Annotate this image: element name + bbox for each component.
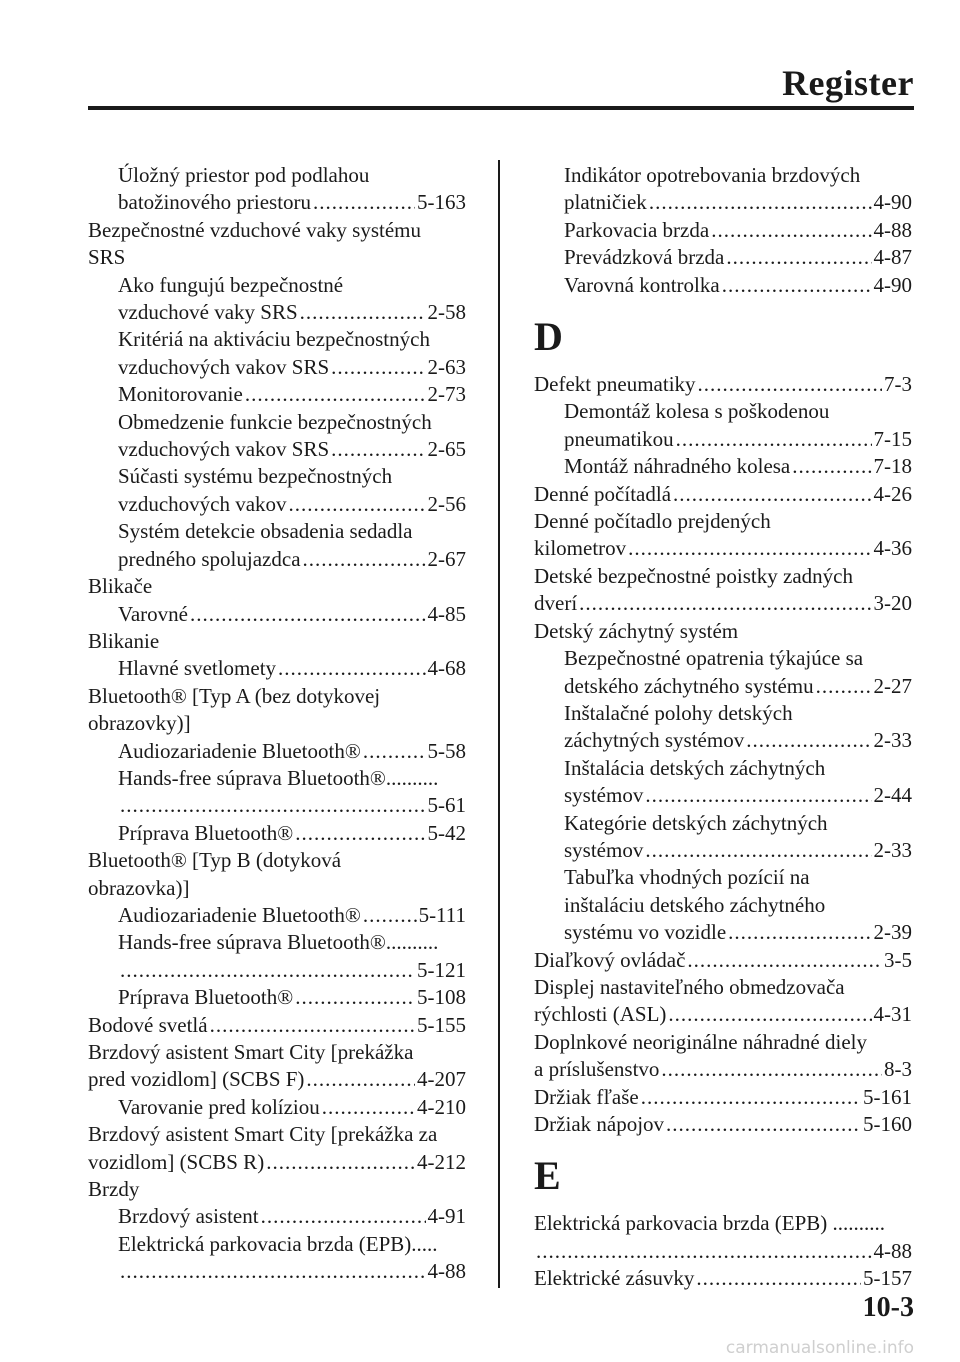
index-entry-text: Audiozariadenie Bluetooth® [118, 738, 361, 763]
index-entry-text: záchytných systémov [564, 728, 745, 753]
index-entry-page: 4-26 [873, 481, 912, 506]
index-entry-text: a príslušenstvo [534, 1057, 660, 1082]
index-entry-text: systémov [564, 837, 644, 862]
index-entry-page: 2-39 [873, 920, 912, 945]
leader-dots [289, 491, 426, 518]
index-entry [534, 673, 912, 700]
index-entry-text: Detský záchytný systém [534, 618, 739, 643]
index-entry [534, 590, 912, 617]
leader-dots [295, 820, 425, 847]
index-entry [88, 1258, 466, 1285]
index-entry [534, 563, 912, 590]
leader-dots [676, 426, 872, 453]
index-entry [534, 782, 912, 809]
leader-dots [816, 673, 872, 700]
index-entry [534, 272, 912, 299]
leader-dots [331, 354, 425, 381]
index-entry-text: Brzdy [88, 1177, 140, 1202]
header-rule [88, 106, 914, 110]
index-entry-text: Súčasti systému bezpečnostných [118, 464, 393, 489]
index-entry-page: 4-87 [873, 245, 912, 270]
index-entry-page: 5-42 [427, 820, 466, 845]
index-entry-text: Brzdový asistent Smart City [prekážka [88, 1040, 414, 1064]
index-entry-text: platničiek [564, 190, 647, 215]
index-entry-page: 4-88 [873, 217, 912, 242]
leader-dots [300, 299, 426, 326]
leader-dots [696, 1265, 861, 1292]
index-entry-text: vzduchových vakov [118, 491, 287, 516]
index-entry [88, 272, 466, 299]
index-entry [534, 162, 912, 189]
index-entry-text: Varovné [118, 601, 188, 626]
index-entry-page: 2-58 [427, 300, 466, 325]
index-entry-text: Blikanie [88, 628, 160, 653]
leader-dots [698, 371, 882, 398]
index-entry-text: Demontáž kolesa s poškodenou [564, 399, 830, 424]
index-entry [88, 299, 466, 326]
index-entry [88, 463, 466, 490]
index-entry-text: Montáž náhradného kolesa [564, 454, 791, 479]
leader-dots [628, 535, 871, 562]
index-entry-page: 5-58 [427, 738, 466, 763]
leader-dots [645, 837, 871, 864]
index-entry [88, 875, 466, 902]
index-entry-text: Príprava Bluetooth® [118, 820, 294, 845]
index-entry-page: 5-61 [427, 793, 466, 818]
index-entry-page: 5-161 [863, 1084, 912, 1109]
leader-dots [661, 1056, 882, 1083]
index-entry-page: 5-160 [863, 1112, 912, 1136]
index-entry-page: 4-36 [873, 536, 912, 561]
index-entry [88, 1121, 466, 1148]
index-entry-page: 5-108 [417, 985, 466, 1010]
index-entry [534, 1238, 912, 1265]
index-entry-text: vzduchové vaky SRS [118, 300, 298, 325]
index-entry-page: 5-163 [417, 190, 466, 215]
leader-dots [331, 436, 425, 463]
index-entry [88, 217, 466, 244]
index-entry [88, 655, 466, 682]
index-entry [88, 792, 466, 819]
index-entry-page: 2-56 [427, 491, 466, 516]
right-index-column [534, 162, 912, 1293]
section-letter: D [534, 314, 563, 360]
page-header-title: Register [782, 63, 914, 103]
index-entry-text: Hands-free súprava Bluetooth®.......... [118, 765, 439, 790]
index-entry [88, 436, 466, 463]
index-entry-text: Hlavné svetlomety [118, 656, 277, 681]
index-entry-text: Ako fungujú bezpečnostné [118, 272, 344, 297]
index-entry-page: 3-20 [873, 591, 912, 616]
index-entry-page: 4-88 [873, 1238, 912, 1263]
index-entry [88, 546, 466, 573]
index-entry-page: 2-44 [873, 783, 912, 808]
index-entry [88, 902, 466, 929]
index-entry-text: Denné počítadlá [534, 481, 672, 506]
index-entry-page: 2-33 [873, 728, 912, 753]
index-entry-text: predného spolujazdca [118, 546, 301, 571]
index-entry [88, 1149, 466, 1176]
index-entry-text: inštaláciu detského záchytného [564, 892, 826, 917]
index-entry [88, 1039, 466, 1066]
index-entry-text: Defekt pneumatiky [534, 372, 696, 397]
index-entry-text: Elektrické zásuvky [534, 1266, 695, 1291]
left-index-column [88, 162, 466, 1286]
leader-dots [363, 902, 417, 929]
leader-dots [210, 1012, 415, 1039]
index-entry [534, 1111, 912, 1138]
index-entry-page: 7-18 [873, 454, 912, 479]
leader-dots [726, 244, 871, 271]
leader-dots [120, 957, 415, 984]
index-entry [88, 683, 466, 710]
index-entry-page: 7-15 [873, 426, 912, 451]
index-entry [534, 1029, 912, 1056]
index-entry-text: obrazovka)] [88, 875, 190, 900]
leader-dots [792, 453, 871, 480]
index-entry [88, 1094, 466, 1121]
index-entry-text: Hands-free súprava Bluetooth®.......... [118, 930, 439, 955]
index-entry-text: systému vo vozidle [564, 920, 727, 945]
index-entry [88, 929, 466, 956]
index-entry-page: 5-155 [417, 1012, 466, 1037]
index-entry [88, 628, 466, 655]
index-entry [88, 1066, 466, 1093]
leader-dots [295, 984, 415, 1011]
index-entry-text: Príprava Bluetooth® [118, 985, 294, 1010]
leader-dots [579, 590, 871, 617]
index-entry [534, 755, 912, 782]
index-entry [534, 645, 912, 672]
leader-dots [728, 919, 871, 946]
leader-dots [722, 272, 872, 299]
index-entry [534, 1056, 912, 1083]
index-entry-page: 7-3 [884, 372, 912, 397]
index-entry-text: detského záchytného systému [564, 673, 814, 698]
index-entry-page: 3-5 [884, 947, 912, 972]
index-entry [88, 820, 466, 847]
index-entry-text: Brzdový asistent [118, 1204, 259, 1229]
index-entry [88, 710, 466, 737]
index-entry [88, 1012, 466, 1039]
index-entry-text: Bluetooth® [Typ A (bez dotykovej [88, 683, 381, 708]
leader-dots [313, 189, 415, 216]
index-entry [534, 508, 912, 535]
index-entry [534, 810, 912, 837]
index-entry-page: 4-85 [427, 601, 466, 626]
index-entry [534, 892, 912, 919]
index-entry [534, 864, 912, 891]
leader-dots [668, 1001, 871, 1028]
index-entry-page: 5-111 [418, 902, 466, 927]
leader-dots [363, 738, 426, 765]
index-entry [534, 217, 912, 244]
leader-dots [536, 1238, 872, 1265]
index-entry-text: Držiak fľaše [534, 1084, 639, 1109]
index-entry-page: 4-31 [873, 1002, 912, 1027]
leader-dots [306, 1066, 415, 1093]
index-entry [88, 738, 466, 765]
column-divider [498, 160, 500, 1288]
index-entry-text: systémov [564, 783, 644, 808]
index-entry-text: Inštalačné polohy detských [564, 700, 793, 725]
index-entry [88, 244, 466, 271]
index-entry-page: 4-88 [427, 1259, 466, 1284]
index-entry-page: 4-90 [873, 190, 912, 215]
index-entry [88, 957, 466, 984]
index-entry-text: Úložný priestor pod podlahou [118, 163, 370, 187]
index-entry-text: kilometrov [534, 536, 627, 561]
leader-dots [746, 727, 871, 754]
index-entry-page: 2-73 [427, 382, 466, 407]
index-entry [88, 326, 466, 353]
index-entry-text: Audiozariadenie Bluetooth® [118, 902, 361, 927]
index-entry-text: pneumatikou [564, 426, 674, 451]
index-entry [534, 1084, 912, 1111]
index-entry-text: Bodové svetlá [88, 1012, 208, 1037]
index-entry [88, 1203, 466, 1230]
index-entry-text: Parkovacia brzda [564, 217, 710, 242]
index-entry [88, 381, 466, 408]
index-entry-text: dverí [534, 591, 578, 616]
index-entry [534, 618, 912, 645]
index-entry-page: 4-90 [873, 272, 912, 297]
index-entry-text: vzduchových vakov SRS [118, 354, 330, 379]
page-number: 10-3 [862, 1292, 914, 1323]
index-entry-text: Obmedzenie funkcie bezpečnostných [118, 409, 432, 434]
index-entry-text: vzduchových vakov SRS [118, 437, 330, 462]
index-entry-text: Kategórie detských záchytných [564, 810, 828, 835]
index-entry [534, 727, 912, 754]
index-entry-text: Inštalácia detských záchytných [564, 755, 826, 780]
leader-dots [711, 217, 871, 244]
index-entry [534, 398, 912, 425]
index-entry [88, 409, 466, 436]
leader-dots [641, 1084, 861, 1111]
index-entry [534, 947, 912, 974]
index-entry-page: 2-63 [427, 354, 466, 379]
index-entry [88, 847, 466, 874]
index-entry-text: obrazovky)] [88, 711, 191, 736]
leader-dots [645, 782, 871, 809]
index-entry-page: 4-210 [417, 1094, 466, 1119]
index-entry [534, 1265, 912, 1292]
leader-dots [245, 381, 426, 408]
index-entry [88, 573, 466, 600]
index-entry [88, 765, 466, 792]
index-entry-text: Brzdový asistent Smart City [prekážka za [88, 1122, 438, 1147]
index-entry-page: 2-67 [427, 546, 466, 571]
index-entry-page: 8-3 [884, 1057, 912, 1082]
index-entry-text: Tabuľka vhodných pozícií na [564, 865, 810, 890]
index-entry-text: Bluetooth® [Typ B (dotyková [88, 848, 342, 873]
index-entry [534, 371, 912, 398]
leader-dots [120, 792, 426, 819]
index-entry [534, 453, 912, 480]
index-entry-text: Indikátor opotrebovania brzdových [564, 163, 861, 187]
leader-dots [687, 947, 882, 974]
index-entry-text: Elektrická parkovacia brzda (EPB)..... [118, 1231, 438, 1256]
index-entry [534, 919, 912, 946]
index-entry-page: 2-27 [873, 673, 912, 698]
index-entry-text: batožinového priestoru [118, 190, 312, 215]
index-entry [88, 354, 466, 381]
watermark: carmanualsonline.info [725, 1338, 914, 1358]
index-entry [534, 481, 912, 508]
index-entry-text: Elektrická parkovacia brzda (EPB) .......... [534, 1211, 886, 1236]
index-entry [534, 426, 912, 453]
index-entry [88, 189, 466, 216]
leader-dots [322, 1094, 415, 1121]
index-entry-page: 4-91 [427, 1204, 466, 1229]
index-entry-page: 4-207 [417, 1067, 466, 1092]
index-entry [534, 1210, 912, 1237]
index-entry-text: Denné počítadlo prejdených [534, 509, 771, 534]
section-letter: E [534, 1153, 561, 1199]
leader-dots [278, 655, 425, 682]
index-entry-text: Varovanie pred kolíziou [118, 1094, 320, 1119]
index-entry [534, 189, 912, 216]
index-entry-page: 5-157 [863, 1266, 912, 1291]
leader-dots [120, 1258, 426, 1285]
index-entry [88, 1176, 466, 1203]
index-entry [88, 601, 466, 628]
index-entry [88, 518, 466, 545]
index-entry [534, 700, 912, 727]
index-entry [534, 535, 912, 562]
index-entry-page: 2-33 [873, 837, 912, 862]
index-entry [534, 974, 912, 1001]
index-entry-page: 2-65 [427, 437, 466, 462]
index-entry-text: Varovná kontrolka [564, 272, 720, 297]
index-entry-text: Držiak nápojov [534, 1112, 665, 1136]
leader-dots [261, 1203, 426, 1230]
index-entry-text: Monitorovanie [118, 382, 243, 407]
index-entry-text: vozidlom] (SCBS R) [88, 1149, 265, 1174]
index-entry-text: Doplnkové neoriginálne náhradné diely [534, 1029, 867, 1054]
index-entry [88, 491, 466, 518]
leader-dots [266, 1149, 415, 1176]
index-entry-text: SRS [88, 245, 126, 270]
index-entry-text: Detské bezpečnostné poistky zadných [534, 563, 853, 588]
index-entry [534, 244, 912, 271]
index-entry-text: pred vozidlom] (SCBS F) [88, 1067, 305, 1092]
index-entry [88, 984, 466, 1011]
index-entry [534, 1001, 912, 1028]
index-entry-text: Bezpečnostné vzduchové vaky systému [88, 217, 421, 242]
index-entry [88, 1231, 466, 1258]
index-entry-page: 5-121 [417, 957, 466, 982]
index-entry [534, 837, 912, 864]
leader-dots [673, 481, 871, 508]
index-entry-text: Systém detekcie obsadenia sedadla [118, 519, 413, 544]
index-entry-page: 4-212 [417, 1149, 466, 1174]
index-entry-page: 4-68 [427, 656, 466, 681]
index-entry-text: Bezpečnostné opatrenia týkajúce sa [564, 646, 864, 671]
index-entry-text: Diaľkový ovládač [534, 947, 686, 972]
index-entry-text: Blikače [88, 574, 153, 599]
index-entry-text: Displej nastaviteľného obmedzovača [534, 974, 845, 999]
leader-dots [649, 189, 872, 216]
index-entry-text: rýchlosti (ASL) [534, 1002, 667, 1027]
index-entry [88, 162, 466, 189]
index-entry-text: Kritériá na aktiváciu bezpečnostných [118, 327, 430, 352]
leader-dots [190, 601, 426, 628]
leader-dots [303, 546, 426, 573]
leader-dots [666, 1111, 861, 1138]
index-entry-text: Prevádzková brzda [564, 245, 725, 270]
